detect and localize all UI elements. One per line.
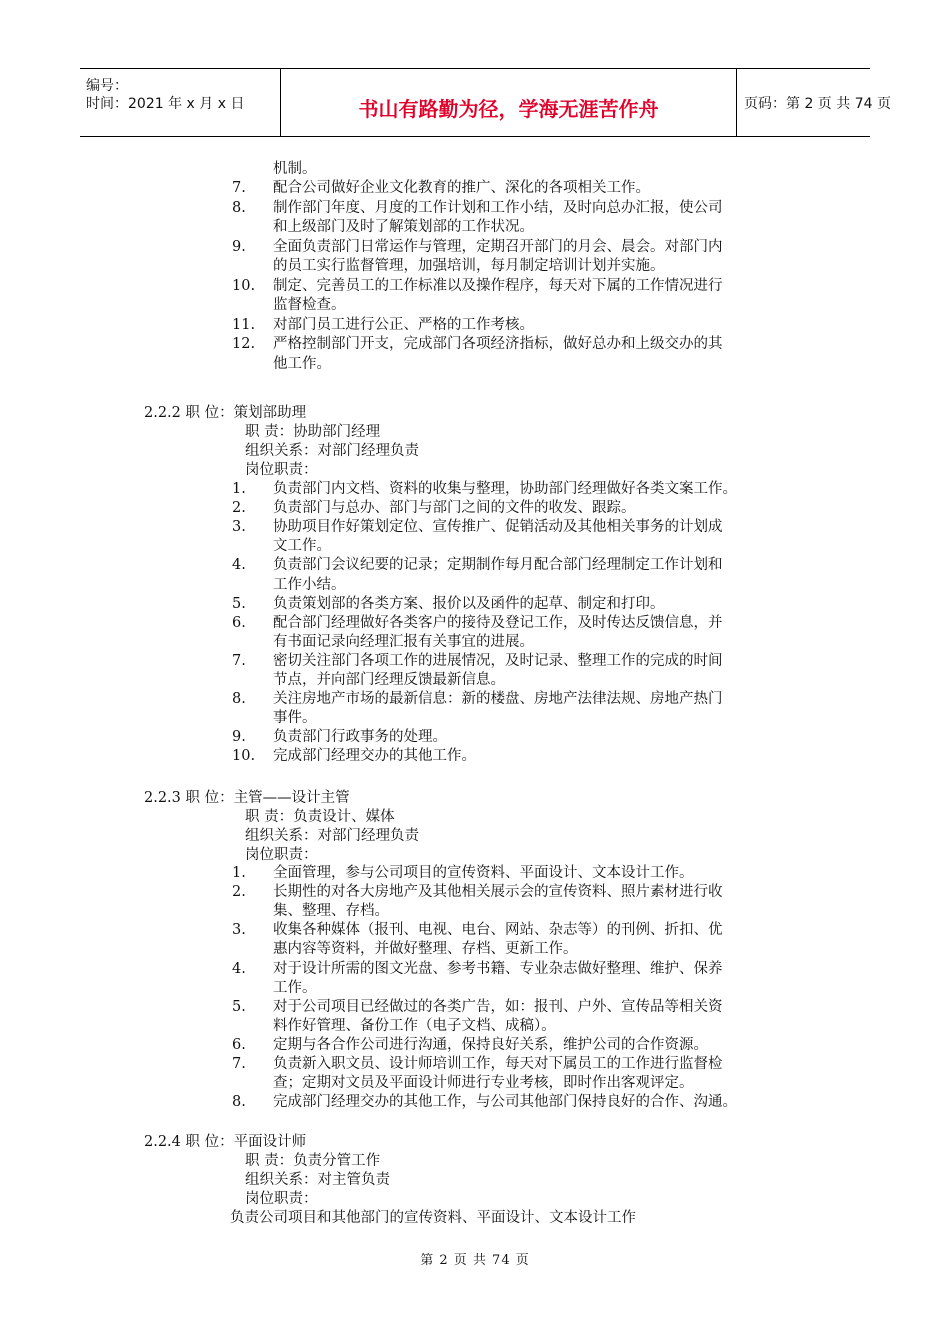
list-item-text: 他工作。 (273, 355, 331, 372)
section-2-2-2-org: 组织关系：对部门经理负责 (245, 443, 419, 459)
list-item-number: 10. (232, 748, 256, 765)
list-item-text: 负责部门行政事务的处理。 (273, 729, 447, 746)
list-item-text: 对部门员工进行公正、严格的工作考核。 (273, 316, 534, 333)
header-motto-cell (280, 69, 737, 136)
list-item-text: 全面管理，参与公司项目的宣传资料、平面设计、文本设计工作。 (273, 865, 694, 881)
list-item-number: 6. (232, 1036, 246, 1053)
list-item-text: 配合部门经理做好各类客户的接待及登记工作，及时传达反馈信息，并 (273, 614, 723, 631)
section-2-2-3-org: 组织关系：对部门经理负责 (245, 828, 419, 844)
list-item-text: 查；定期对文员及平面设计师进行专业考核，即时作出客观评定。 (273, 1075, 694, 1092)
serial-label: 编号： (86, 78, 128, 94)
section-2-2-2-duty: 职 责：协助部门经理 (245, 424, 381, 440)
list-item-number: 4. (232, 557, 246, 574)
page-footer: 第 2 页 共 74 页 (420, 1253, 530, 1268)
list-item-number: 3. (232, 519, 246, 536)
list-item-text: 完成部门经理交办的其他工作。 (273, 748, 476, 765)
list-item-text: 负责部门与总办、部门与部门之间的文件的收发、跟踪。 (273, 500, 636, 517)
list-item-number: 9. (232, 729, 246, 746)
list-item-text: 节点，并向部门经理反馈最新信息。 (273, 672, 505, 688)
page-number-label: 页码：第 2 页 共 74 页 (744, 96, 891, 112)
continuation-text: 机制。 (273, 161, 317, 177)
list-item-text: 全面负责部门日常运作与管理，定期召开部门的月会、晨会。对部门内 (273, 238, 723, 255)
list-item-text: 文工作。 (273, 538, 331, 555)
list-item-number: 8. (232, 1094, 246, 1111)
list-item-text: 密切关注部门各项工作的进展情况，及时记录、整理工作的完成的时间 (273, 652, 723, 669)
list-item-text: 有书面记录向经理汇报有关事宜的进展。 (273, 633, 534, 650)
list-item-text: 事件。 (273, 710, 317, 727)
list-item-text: 对于公司项目已经做过的各类广告，如：报刊、户外、宣传品等相关资 (273, 998, 723, 1015)
section-2-2-3-heading: 2.2.3 职 位：主管——设计主管 (144, 790, 350, 806)
list-item-number: 9. (232, 238, 246, 255)
list-item-text: 负责部门内文档、资料的收集与整理，协助部门经理做好各类文案工作。 (273, 481, 737, 497)
list-item-number: 3. (232, 922, 246, 939)
list-item-text: 的员工实行监督管理，加强培训，每月制定培训计划并实施。 (273, 258, 665, 274)
list-item-number: 7. (232, 1056, 246, 1072)
list-item-text: 监督检查。 (273, 297, 346, 313)
list-item-number: 8. (232, 691, 246, 708)
section-2-2-3-post: 岗位职责： (245, 847, 318, 863)
list-item-number: 5. (232, 998, 246, 1015)
list-item-text: 工作小结。 (273, 576, 346, 593)
section-2-2-4-heading: 2.2.4 职 位：平面设计师 (144, 1134, 307, 1150)
list-item-text: 对于设计所需的图文光盘、参考书籍、专业杂志做好整理、维护、保养 (273, 960, 723, 977)
list-item-number: 1. (232, 481, 246, 497)
section-2-2-4-summary: 负责公司项目和其他部门的宣传资料、平面设计、文本设计工作 (230, 1210, 636, 1226)
list-item-number: 10. (232, 277, 256, 294)
list-item-text: 定期与各合作公司进行沟通，保持良好关系，维护公司的合作资源。 (273, 1036, 708, 1053)
motto: 书山有路勤为径，学海无涯苦作舟 (358, 97, 659, 121)
list-item-text: 集、整理、存档。 (273, 903, 389, 920)
list-item-text: 关注房地产市场的最新信息：新的楼盘、房地产法律法规、房地产热门 (273, 691, 723, 708)
header-left-cell (80, 69, 280, 136)
list-item-text: 严格控制部门开支，完成部门各项经济指标，做好总办和上级交办的其 (273, 336, 723, 352)
page-header (80, 68, 891, 137)
list-item-number: 2. (232, 884, 246, 901)
list-item-text: 完成部门经理交办的其他工作，与公司其他部门保持良好的合作、沟通。 (273, 1094, 737, 1111)
list-item-text: 长期性的对各大房地产及其他相关展示会的宣传资料、照片素材进行收 (273, 884, 723, 901)
list-item-number: 8. (232, 199, 246, 216)
list-item-text: 收集各种媒体（报刊、电视、电台、网站、杂志等）的刊例、折扣、优 (273, 922, 723, 939)
list-item-text: 和上级部门及时了解策划部的工作状况。 (273, 219, 534, 235)
list-item-text: 配合公司做好企业文化教育的推广、深化的各项相关工作。 (273, 180, 650, 196)
section-2-2-3-duty: 职 责：负责设计、媒体 (245, 809, 395, 825)
section-2-2-4-post: 岗位职责： (245, 1191, 318, 1207)
list-item-text: 料作好管理、备份工作（电子文档、成稿）。 (273, 1017, 556, 1034)
list-item-text: 协助项目作好策划定位、宣传推广、促销活动及其他相关事务的计划成 (273, 519, 723, 536)
section-2-2-2-post: 岗位职责： (245, 462, 318, 478)
section-2-2-4-duty: 职 责：负责分管工作 (245, 1153, 381, 1169)
list-item-text: 制定、完善员工的工作标准以及操作程序，每天对下属的工作情况进行 (273, 277, 723, 294)
list-item-number: 5. (232, 595, 246, 612)
list-item-number: 6. (232, 614, 246, 631)
section-2-2-2-heading: 2.2.2 职 位：策划部助理 (144, 405, 307, 421)
list-item-number: 4. (232, 960, 246, 977)
list-item-text: 负责策划部的各类方案、报价以及函件的起草、制定和打印。 (273, 595, 665, 612)
list-item-number: 7. (232, 180, 246, 196)
list-item-number: 11. (232, 316, 256, 333)
list-item-text: 负责部门会议纪要的记录；定期制作每月配合部门经理制定工作计划和 (273, 557, 723, 574)
list-item-number: 2. (232, 500, 246, 517)
section-2-2-4-org: 组织关系：对主管负责 (245, 1172, 390, 1188)
list-item-text: 负责新入职文员、设计师培训工作，每天对下属员工的工作进行监督检 (273, 1056, 723, 1072)
header-right-cell (736, 69, 891, 136)
list-item-text: 制作部门年度、月度的工作计划和工作小结，及时向总办汇报，使公司 (273, 199, 723, 216)
list-item-number: 7. (232, 652, 246, 669)
list-item-number: 1. (232, 865, 246, 881)
list-item-text: 惠内容等资料，并做好整理、存档、更新工作。 (273, 941, 578, 958)
list-item-text: 工作。 (273, 979, 317, 996)
list-item-number: 12. (232, 336, 256, 352)
date-label: 时间：2021 年 x 月 x 日 (86, 96, 245, 112)
